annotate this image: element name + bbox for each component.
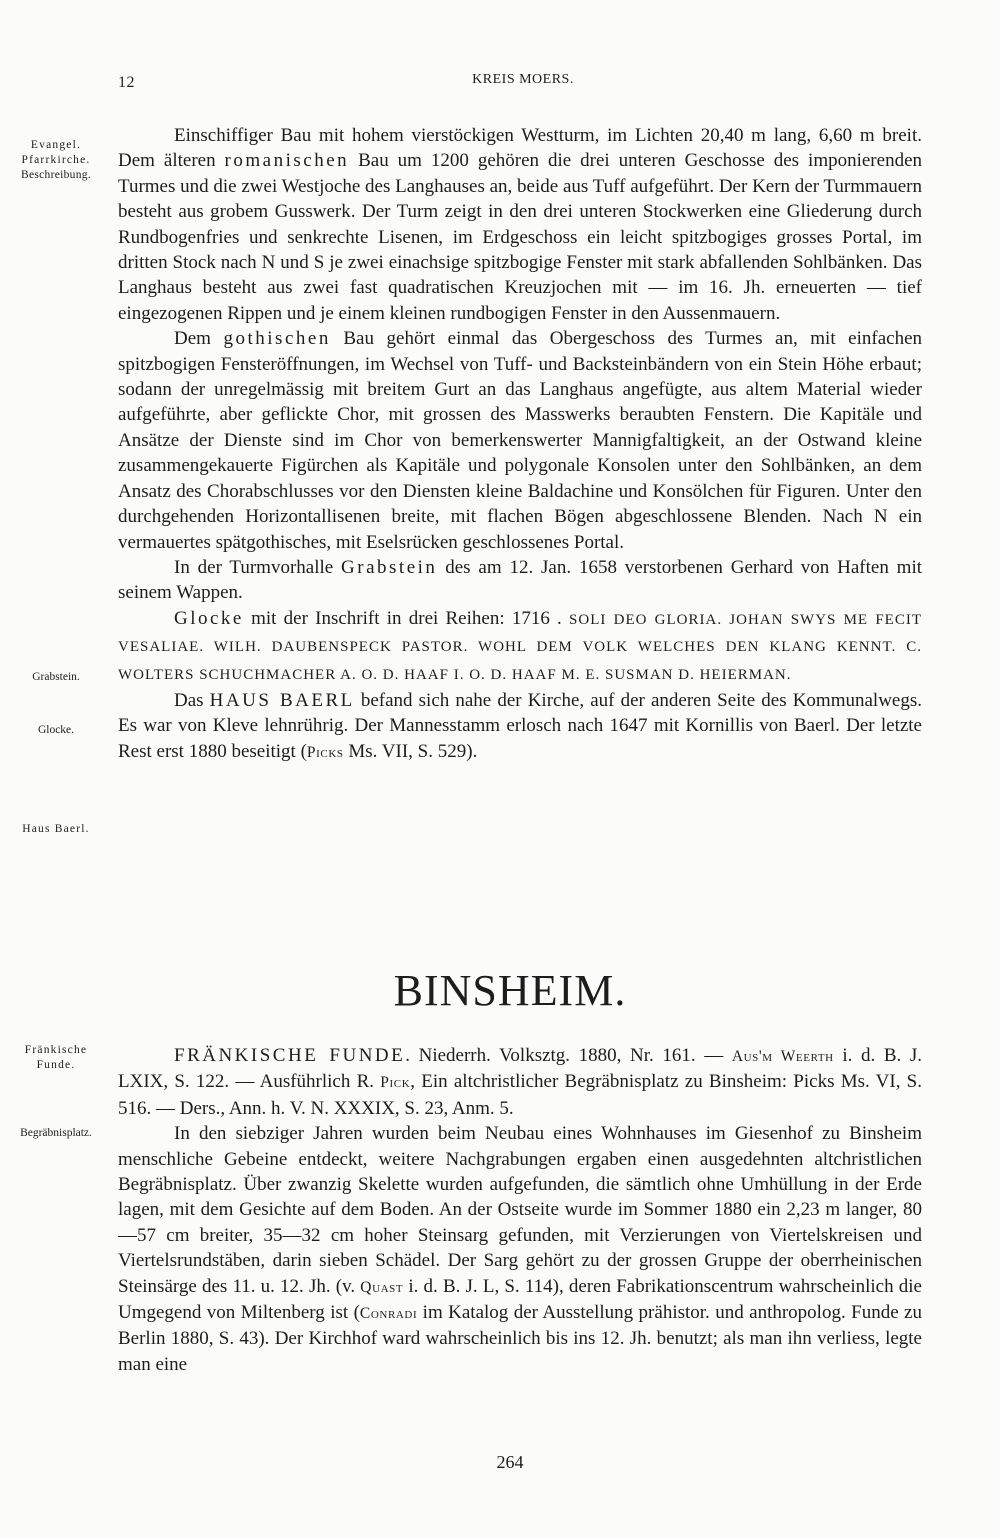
margin-note-fraenkische-funde [4,1043,108,1073]
spaced-term: FRÄNKISCHE FUNDE [174,1045,406,1066]
paragraph-haus-baerl [118,688,922,765]
margin-note-grabstein: Grabstein. [32,671,80,683]
author-name: Quast [360,1278,404,1296]
section-heading-binsheim: BINSHEIM. [393,966,627,1015]
text-run: des am 12. Jan. 1658 verstorbenen Gerhard von Haften mit seinem Wappen. [118,556,923,604]
text-run: Dem [174,328,224,350]
text-run: i. d. B. J. LXIX, S. 122. — Ausführlich R. [118,1045,922,1093]
page-number: 12 [118,74,135,91]
spaced-term: Glocke [174,607,244,629]
spaced-term: Grabstein [341,556,438,578]
running-head [118,72,918,96]
text-run: Das [174,689,210,711]
paragraph-glocke [118,606,922,688]
bell-inscription: SOLI DEO GLORIA. JOHAN SWYS ME FECIT VESALIAE. WILH. DAUBENSPECK PASTOR. WOHL DEM VOLK WELCHES DEN KLANG KENNT. C. WOLTERS SCHUCHMACHER A. O. D. HAAF I. O. D. HAAF M. E. SUSMAN D. HEIERMAN. [118,611,922,683]
paragraph-turm [118,123,922,326]
paragraph-fraenkische-funde [118,1043,922,1121]
spaced-term: HAUS BAERL [209,689,355,711]
paragraph-gothisch [118,326,922,555]
spaced-term: gothischen [223,328,331,350]
section-kirche [118,123,922,765]
margin-note-begraebnisplatz: Begräbnisplatz. [20,1127,92,1139]
section-binsheim [118,1043,922,1377]
text-run: Bau um 1200 gehören die drei unteren Geschosse des imponierenden Turmes und die zwei Westjoche des Langhauses an, beide aus Tuff aufgeführt. Der Kern der Turmmauern besteht aus grobem Gusswerk. Der Turm zeigt in den drei unteren Stockwerken eine Gliederung durch Rundbogenfries und senkrechte Lisenen, im Erdgeschoss ein leicht spitzbogiges grosses Portal, im dritten Stock nach N und S je zwei einachsige spitzbogige Fenster mit stark abfallenden Sohlbänken. Das Langhaus besteht aus zwei fast quadratischen Kreuzjochen mit — im 16. Jh. erneuerten — tief eingezogenen Rippen und je einem kleinen rundbogigen Fenster in den Aussenmauern. [118,150,923,324]
margin-note-haus-baerl: Haus Baerl. [22,823,90,835]
margin-note-glocke: Glocke. [37,724,75,736]
author-name: Pick [380,1074,411,1092]
text-run: im Katalog der Ausstellung prähistor. und anthropolog. Funde zu Berlin 1880, S. 43). Der Kirchhof ward wahrscheinlich bis ins 12. Jh. benutzt; als man ihn verliess, legte man eine [118,1302,922,1375]
text-run: befand sich nahe der Kirche, auf der anderen Seite des Kommunalwegs. Es war von Kleve lehnrührig. Der Mannesstamm erlosch nach 1647 mit Kornillis von Baerl. Der letzte Rest erst 1880 beseitigt ( [118,689,922,762]
margin-line: Beschreibung. [20,169,91,181]
margin-line: Fränkische [24,1044,88,1056]
margin-line: Pfarrkirche. [21,154,91,166]
text-run: In den siebziger Jahren wurden beim Neubau eines Wohnhauses im Giesenhof zu Binsheim menschliche Gebeine entdeckt, weitere Nachgrabungen ergaben einen ausgedehnten altchristlichen Begräbnisplatz. Über zwanzig Skelette wurden aufgefunden, die sämtlich ohne Umhüllung in der Erde lagen, mit dem Gesichte auf dem Boden. An der Ostseite wurde im Sommer 1880 ein 2,23 m langer, 80—57 cm breiter, 35—32 cm hoher Steinsarg gefunden, mit Verzierungen von Viertelskreisen und Viertelsrundstäben, darin sieben Schädel. Der Sarg gehört zu der grossen Gruppe der oberrheinischen Steinsärge des 11. u. 12. Jh. (v. [118,1123,922,1297]
text-run: , Ein altchristlicher Begräbnisplatz zu Binsheim: Picks Ms. VI, S. 516. — Ders., Ann. h. V. N. XXXIX, S. 23, Anm. 5. [118,1071,922,1119]
margin-note-evangel [4,138,108,183]
paragraph-begraebnisplatz [118,1121,922,1377]
running-title: KREIS MOERS. [472,72,574,87]
spaced-term: romanischen [224,150,350,172]
text-run: Ms. VII, S. 529). [343,740,478,762]
author-name: Conradi [359,1305,418,1323]
text-run: . Niederrh. Volksztg. 1880, Nr. 161. — [405,1045,732,1066]
folio-number: 264 [496,1452,524,1472]
author-name: Aus'm Weerth [731,1048,834,1065]
margin-line: Funde. [36,1059,76,1071]
paragraph-grabstein [118,555,922,606]
margin-line: Evangel. [30,139,82,151]
text-run: Einschiffiger Bau mit hohem vierstöckigen Westturm, im Lichten 20,40 m lang, 6,60 m breit. Dem älteren [118,125,922,172]
author-name: Picks [306,743,344,761]
text-run: mit der Inschrift in drei Reihen: 1716 . [243,607,570,629]
text-run: In der Turmvorhalle [174,556,342,578]
text-run: Bau gehört einmal das Obergeschoss des Turmes an, mit einfachen spitzbogigen Fensteröffnungen, im Wechsel von Tuff- und Backsteinbändern von ein Stein Höhe erbaut; sodann der unregelmässig mit breitem Gurt an das Langhaus angefügte, aus altem Material wieder aufgeführte, aber geflickte Chor, mit grossen des Masswerks beraubten Fenstern. Die Kapitäle und Ansätze der Dienste sind im Chor von bemerkenswerter Mannigfaltigkeit, an der Ostwand kleine zusammengekauerte Figürchen als Kapitäle und polygonale Konsolen unter den Sohlbänken, an dem Ansatz des Chorabschlusses vor den Diensten kleine Baldachine und Konsölchen für Figuren. Unter den durchgehenden Horizontallisenen breite, mit flachen Bögen abgeschlossene Blenden. Nach N ein vermauertes spätgothisches, mit Eselsrücken geschlossenes Portal. [118,328,922,553]
text-run: i. d. B. J. L, S. 114), deren Fabrikationscentrum wahrscheinlich die Umgegend von Miltenberg ist ( [118,1275,922,1324]
